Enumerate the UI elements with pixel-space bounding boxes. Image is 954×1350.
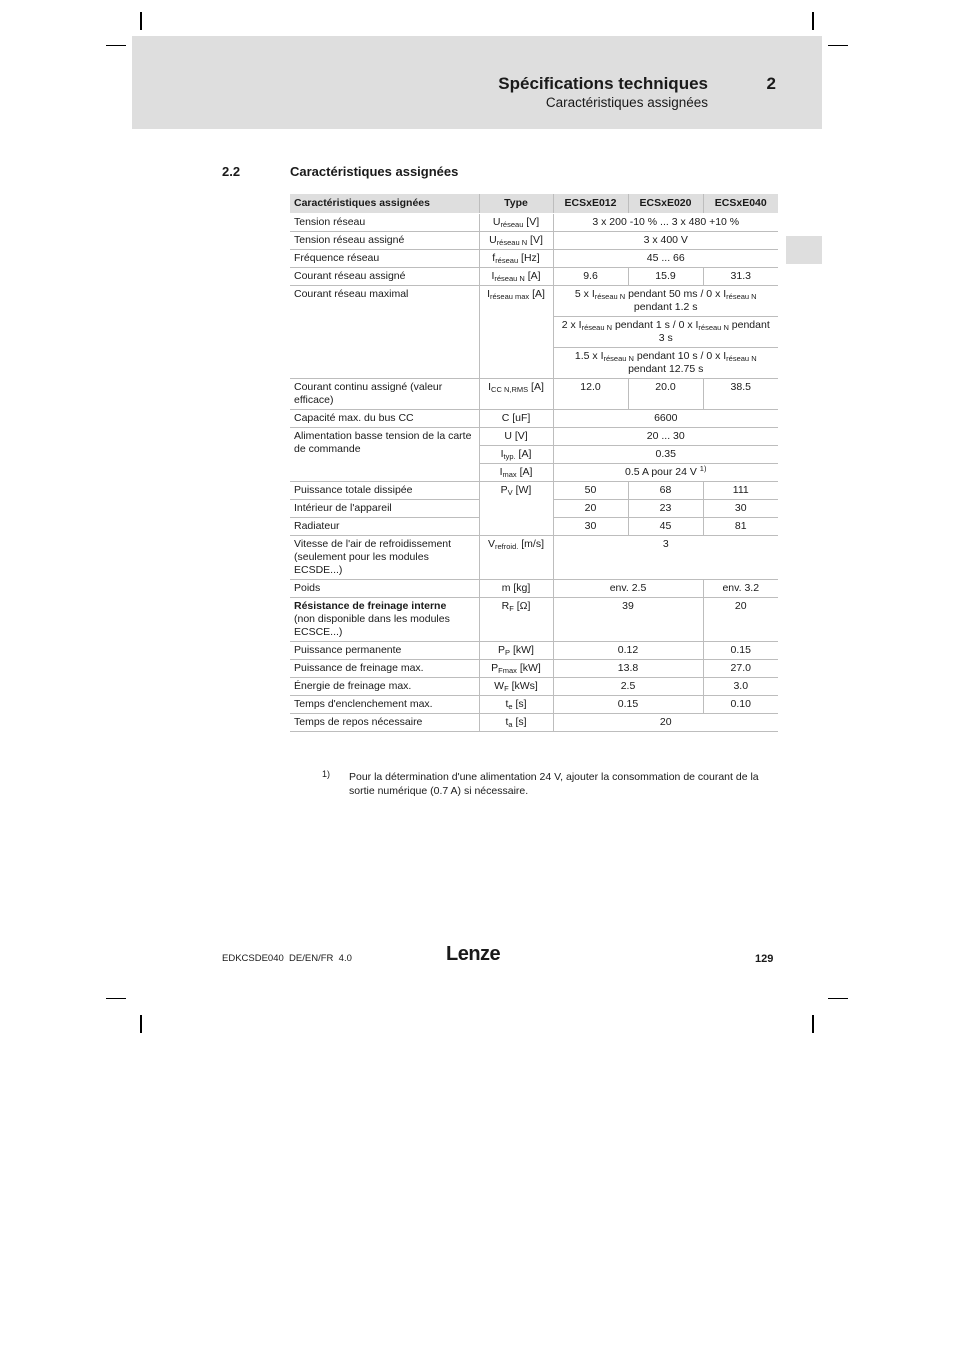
value-cell: env. 2.5 <box>553 580 703 598</box>
table-row <box>290 482 778 500</box>
table-row <box>290 714 778 732</box>
page-title: Spécifications techniques <box>498 74 708 93</box>
column-header: ECSxE020 <box>628 194 703 214</box>
type-cell: C [uF] <box>479 410 553 428</box>
crop-mark <box>812 1015 814 1033</box>
column-header: Type <box>479 194 553 214</box>
row-label: Tension réseau assigné <box>290 232 479 250</box>
value-cell: 3 x 200 -10 % ... 3 x 480 +10 % <box>553 214 778 232</box>
chapter-number: 2 <box>766 74 776 93</box>
type-cell: $t_e$ [s] <box>479 696 553 714</box>
page-number: 129 <box>755 953 774 965</box>
row-label: Temps de repos nécessaire <box>290 714 479 732</box>
value-cell: 20.0 <box>628 379 703 410</box>
value-cell: 45 ... 66 <box>553 250 778 268</box>
row-label: Tension réseau <box>290 214 479 232</box>
type-cell: $V_{refroid.}$ [m/s] <box>479 536 553 580</box>
value-cell: 0.10 <box>703 696 778 714</box>
table-row <box>290 214 778 232</box>
value-cell: 38.5 <box>703 379 778 410</box>
table-row <box>290 286 778 317</box>
row-label: Radiateur <box>290 518 479 536</box>
type-cell: $I_{réseau max}$ [A] <box>479 286 553 379</box>
type-cell: $W_F$ [kWs] <box>479 678 553 696</box>
type-cell: $I_{réseau N}$ [A] <box>479 268 553 286</box>
value-cell: 20 <box>553 714 778 732</box>
row-label: Temps d'enclenchement max. <box>290 696 479 714</box>
row-label: Puissance totale dissipée <box>290 482 479 500</box>
spec-table <box>290 194 778 732</box>
value-cell: 111 <box>703 482 778 500</box>
crop-mark <box>812 12 814 30</box>
value-cell: 45 <box>628 518 703 536</box>
row-label: Vitesse de l'air de refroidissement (seulement pour les modules ECSDE...) <box>290 536 479 580</box>
type-cell: U [V] <box>479 428 553 446</box>
type-cell: $U_{réseau N}$ [V] <box>479 232 553 250</box>
row-label: Fréquence réseau <box>290 250 479 268</box>
row-label: Résistance de freinage interne (non disponible dans les modules ECSCE...) <box>290 598 479 642</box>
value-cell: env. 3.2 <box>703 580 778 598</box>
type-cell: $R_F$ [Ω] <box>479 598 553 642</box>
value-cell: 13.8 <box>553 660 703 678</box>
value-cell: 3 <box>553 536 778 580</box>
crop-mark <box>140 12 142 30</box>
column-header: ECSxE012 <box>553 194 628 214</box>
table-row <box>290 660 778 678</box>
value-cell: 30 <box>553 518 628 536</box>
table-row <box>290 580 778 598</box>
value-cell: 20 <box>703 598 778 642</box>
column-header: Caractéristiques assignées <box>290 194 479 214</box>
table-row <box>290 642 778 660</box>
value-cell: 81 <box>703 518 778 536</box>
page-subtitle: Caractéristiques assignées <box>545 95 708 110</box>
type-cell: $I_{typ.}$ [A] <box>479 446 553 464</box>
value-cell: 3 x 400 V <box>553 232 778 250</box>
value-cell: 39 <box>553 598 703 642</box>
value-cell: 20 <box>553 500 628 518</box>
table-row <box>290 232 778 250</box>
row-label: Intérieur de l'appareil <box>290 500 479 518</box>
type-cell: $P_V$ [W] <box>479 482 553 536</box>
row-label: Puissance permanente <box>290 642 479 660</box>
value-cell: 0.15 <box>703 642 778 660</box>
crop-mark <box>140 1015 142 1033</box>
value-cell: 2.5 <box>553 678 703 696</box>
table-row <box>290 268 778 286</box>
table-row <box>290 598 778 642</box>
value-cell: 2 x $I_{réseau N}$ pendant 1 s / 0 x $I_{réseau N}$ pendant 3 s <box>553 317 778 348</box>
value-cell: 9.6 <box>553 268 628 286</box>
row-label: Puissance de freinage max. <box>290 660 479 678</box>
row-label: Énergie de freinage max. <box>290 678 479 696</box>
value-cell: 6600 <box>553 410 778 428</box>
value-cell: 5 x $I_{réseau N}$ pendant 50 ms / 0 x $I_{réseau N}$ pendant 1.2 s <box>553 286 778 317</box>
type-cell: m [kg] <box>479 580 553 598</box>
type-cell: $U_{réseau}$ [V] <box>479 214 553 232</box>
crop-mark <box>106 45 126 46</box>
value-cell: 0.35 <box>553 446 778 464</box>
type-cell: $I_{CC N,RMS}$ [A] <box>479 379 553 410</box>
lenze-logo: Lenze <box>446 943 501 965</box>
section-number: 2.2 <box>222 164 241 179</box>
column-header: ECSxE040 <box>703 194 778 214</box>
value-cell: 31.3 <box>703 268 778 286</box>
table-header-row <box>290 194 778 214</box>
row-label: Courant réseau maximal <box>290 286 479 379</box>
crop-mark <box>828 998 848 999</box>
row-label: Alimentation basse tension de la carte de commande <box>290 428 479 482</box>
value-cell: 3.0 <box>703 678 778 696</box>
table-row <box>290 678 778 696</box>
row-label: Courant réseau assigné <box>290 268 479 286</box>
value-cell: 68 <box>628 482 703 500</box>
row-label: Capacité max. du bus CC <box>290 410 479 428</box>
type-cell: $P_{Fmax}$ [kW] <box>479 660 553 678</box>
footnote-ref: 1) <box>699 464 707 473</box>
table-row <box>290 536 778 580</box>
table-row <box>290 428 778 446</box>
footnote-mark: 1) <box>322 769 331 779</box>
crop-mark <box>828 45 848 46</box>
row-label: Poids <box>290 580 479 598</box>
footnote-text: Pour la détermination d'une alimentation 24 V, ajouter la consommation de courant de la sortie numérique (0.7 A) si nécessaire. <box>349 771 759 797</box>
chapter-side-tab <box>786 236 822 264</box>
value-cell: 1.5 x $I_{réseau N}$ pendant 10 s / 0 x $I_{réseau N}$ pendant 12.75 s <box>553 348 778 379</box>
type-cell: $f_{réseau}$ [Hz] <box>479 250 553 268</box>
table-row <box>290 696 778 714</box>
type-cell: $I_{max}$ [A] <box>479 464 553 482</box>
value-cell: 23 <box>628 500 703 518</box>
type-cell: $t_a$ [s] <box>479 714 553 732</box>
type-cell: $P_P$ [kW] <box>479 642 553 660</box>
document-id: EDKCSDE040 DE/EN/FR 4.0 <box>222 953 352 964</box>
table-row <box>290 250 778 268</box>
table-row <box>290 379 778 410</box>
value-cell: 12.0 <box>553 379 628 410</box>
value-cell: 50 <box>553 482 628 500</box>
crop-mark <box>106 998 126 999</box>
value-cell: 0.5 A pour 24 V $^{1)}$ <box>553 464 778 482</box>
section-title: Caractéristiques assignées <box>290 164 459 179</box>
value-cell: 27.0 <box>703 660 778 678</box>
value-cell: 0.12 <box>553 642 703 660</box>
table-row <box>290 410 778 428</box>
value-cell: 30 <box>703 500 778 518</box>
value-cell: 15.9 <box>628 268 703 286</box>
value-cell: 20 ... 30 <box>553 428 778 446</box>
header-band <box>132 36 822 129</box>
row-label: Courant continu assigné (valeur efficace) <box>290 379 479 410</box>
value-cell: 0.15 <box>553 696 703 714</box>
